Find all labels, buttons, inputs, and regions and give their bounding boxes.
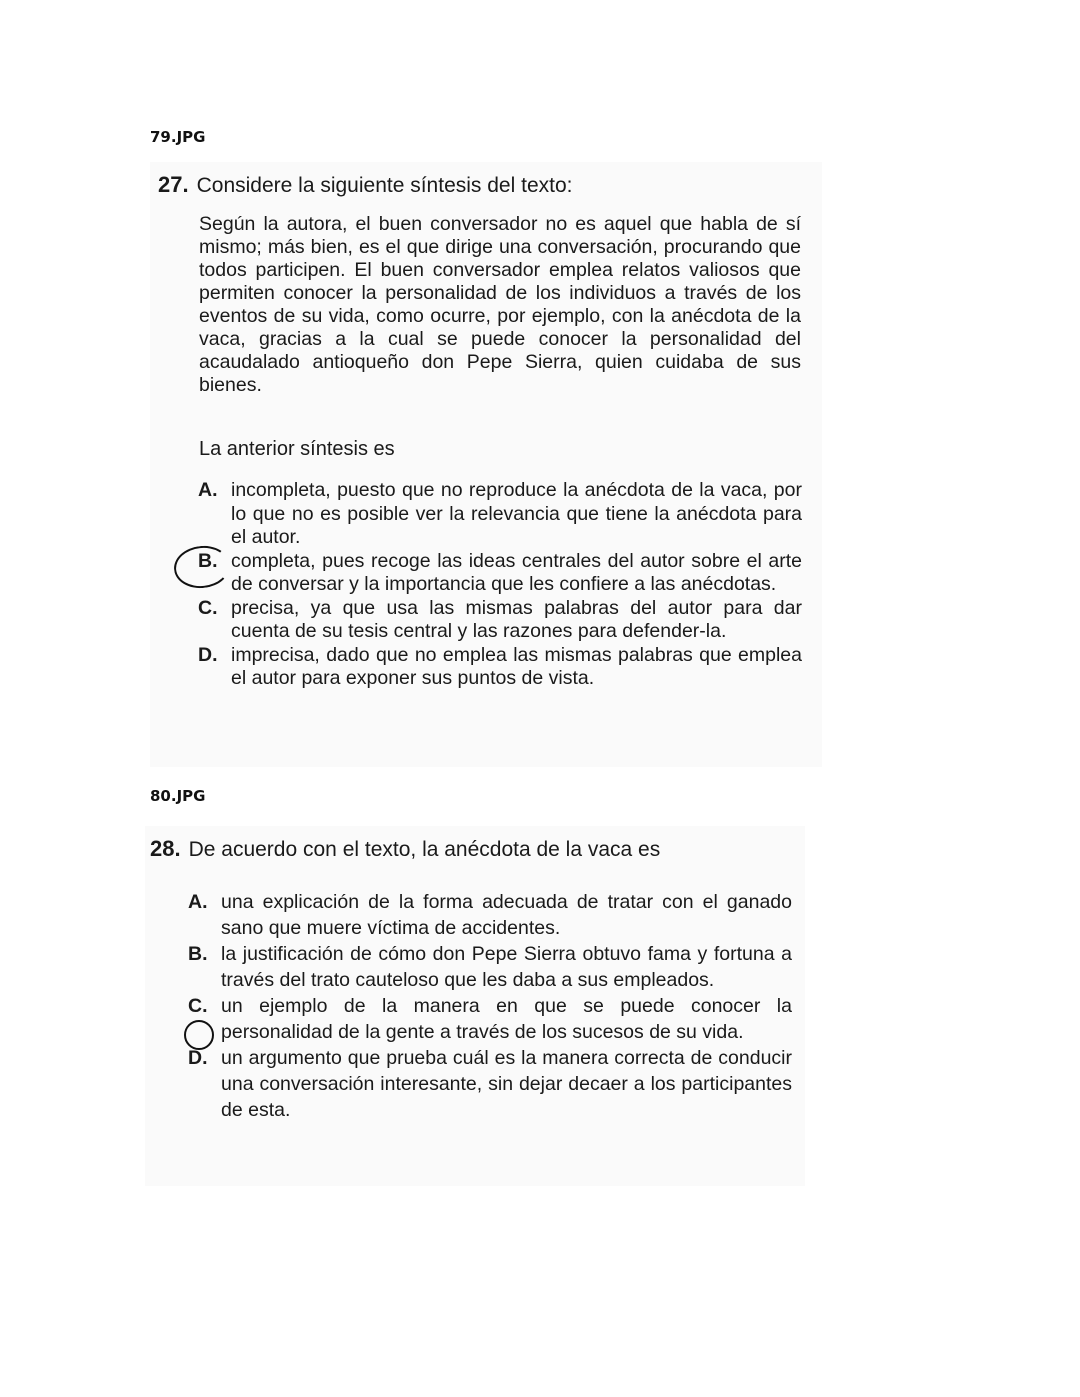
question-prompt: La anterior síntesis es xyxy=(199,438,395,460)
option-letter: D. xyxy=(188,1047,208,1069)
option-letter: B. xyxy=(198,549,218,572)
option-c[interactable] xyxy=(198,597,802,644)
option-letter: B. xyxy=(188,943,208,965)
question-text: Considere la siguiente síntesis del texto: xyxy=(196,174,573,197)
option-letter: A. xyxy=(198,479,218,501)
option-text: un argumento que prueba cuál es la manera correcta de conducir una conversación interesante, sin dejar decaer a los participantes de esta. xyxy=(221,1047,792,1121)
option-text: precisa, ya que usa las mismas palabras del autor para dar cuenta de su tesis central y las razones para defender-la. xyxy=(231,596,802,642)
question-27-header xyxy=(158,172,572,198)
option-letter: A. xyxy=(188,891,208,913)
answer-options-28 xyxy=(188,889,792,1123)
option-d[interactable] xyxy=(188,1045,792,1123)
option-a[interactable] xyxy=(198,479,802,550)
option-letter: C. xyxy=(188,995,208,1017)
question-number: 27. xyxy=(158,172,189,197)
file-label-80: 80.JPG xyxy=(150,787,206,805)
synthesis-passage: Según la autora, el buen conversador no es aquel que habla de sí mismo; más bien, es el que dirige una conversación, procurando que todos participen. El buen conversador emplea relatos valiosos que permiten conocer la personalidad de los individuos a través de los eventos de su vida, como ocurre, por ejemplo, con la anécdota de la vaca, gracias a la cual se puede conocer la personalidad del acaudalado antioqueño don Pepe Sierra, quien cuidaba de sus bienes. xyxy=(199,213,801,396)
option-letter: C. xyxy=(198,596,218,619)
option-a[interactable] xyxy=(188,889,792,941)
option-text: un ejemplo de la manera en que se puede conocer la personalidad de la gente a través de los sucesos de su vida. xyxy=(221,995,792,1043)
option-text: imprecisa, dado que no emplea las mismas palabras que emplea el autor para exponer sus puntos de vista. xyxy=(231,643,802,689)
option-b[interactable] xyxy=(188,941,792,993)
option-text: una explicación de la forma adecuada de tratar con el ganado sano que muere víctima de accidentes. xyxy=(221,891,792,939)
option-text: completa, pues recoge las ideas centrales del autor sobre el arte de conversar y la importancia que les confiere a las anécdotas. xyxy=(231,549,802,595)
question-28-header xyxy=(150,836,660,862)
option-c[interactable] xyxy=(188,993,792,1045)
file-label-79: 79.JPG xyxy=(150,128,206,146)
option-text: incompleta, puesto que no reproduce la anécdota de la vaca, por lo que no es posible ver la relevancia que tiene la anécdota para el autor. xyxy=(231,479,802,548)
question-number: 28. xyxy=(150,836,181,861)
option-b[interactable] xyxy=(198,550,802,597)
answer-options-27 xyxy=(198,479,802,691)
option-letter: D. xyxy=(198,643,218,666)
option-d[interactable] xyxy=(198,644,802,691)
option-text: la justificación de cómo don Pepe Sierra obtuvo fama y fortuna a través del trato cauteloso que les daba a sus empleados. xyxy=(221,943,792,991)
question-text: De acuerdo con el texto, la anécdota de la vaca es xyxy=(188,838,661,861)
